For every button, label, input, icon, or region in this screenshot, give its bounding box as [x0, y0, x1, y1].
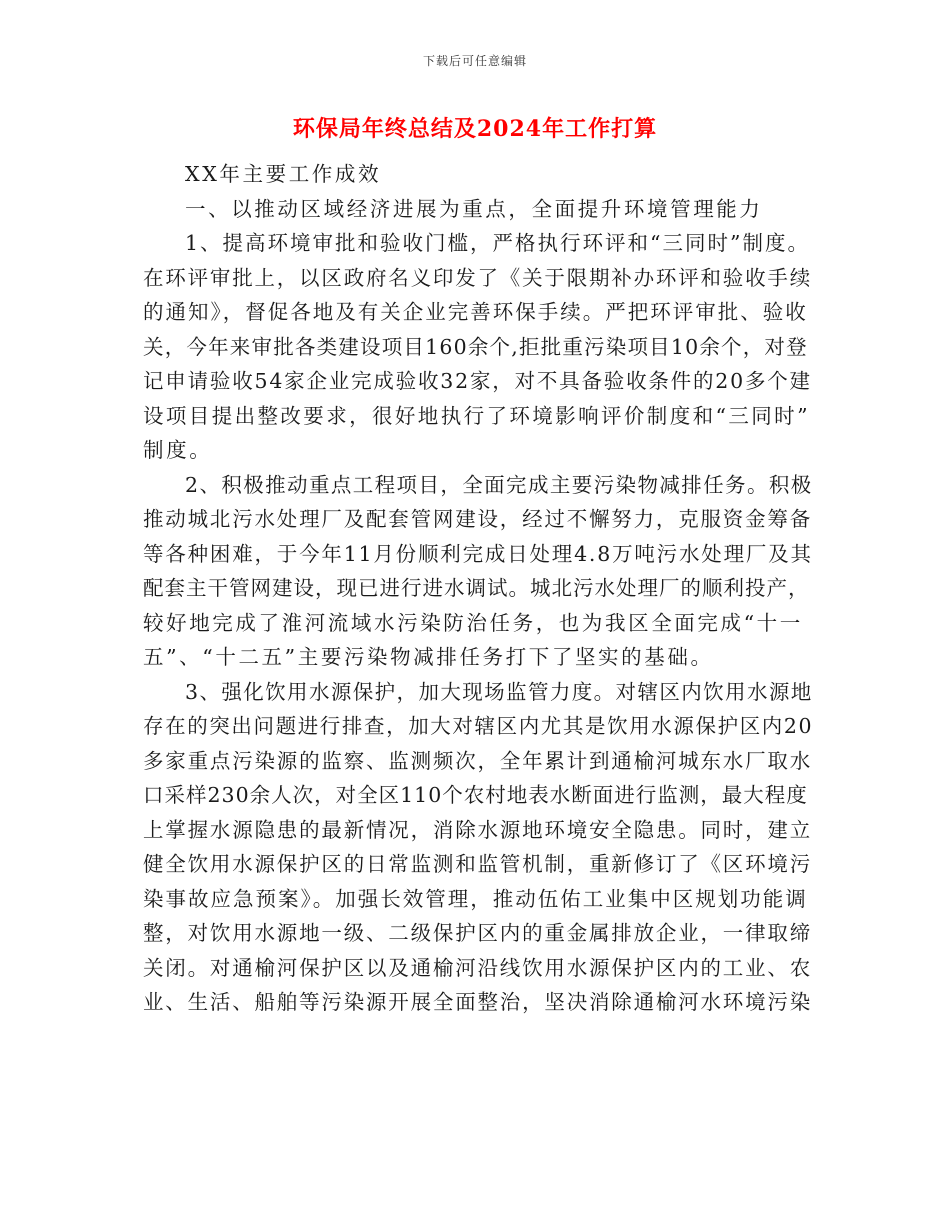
text-line: 整，对饮用水源地一级、二级保护区内的重金属排放企业，一律取缔: [143, 921, 812, 945]
text-line: 制度。: [143, 438, 213, 462]
document-body: [143, 157, 813, 1020]
text-line: 等各种困难，于今年11月份顺利完成日处理4.8万吨污水处理厂及其: [143, 541, 813, 566]
document-title: 环保局年终总结及2024年工作打算: [292, 116, 658, 142]
text-line: 关，今年来审批各类建设项目160余个,拒批重污染项目10余个，对登: [143, 334, 808, 359]
text-line: 的通知》，督促各地及有关企业完善环保手续。严把环评审批、验收: [143, 300, 808, 324]
header-note: 下载后可任意编辑: [422, 54, 527, 68]
text-line: 较好地完成了淮河流域水污染防治任务，也为我区全面完成“十一: [143, 610, 803, 635]
text-line: 2、积极推动重点工程项目，全面完成主要污染物减排任务。积极: [185, 472, 813, 497]
text-line: 在环评审批上，以区政府名义印发了《关于限期补办环评和验收手续: [143, 265, 812, 290]
text-line: 口采样230余人次，对全区110个农村地表水断面进行监测，最大程度: [143, 783, 808, 807]
text-line: 记申请验收54家企业完成验收32家，对不具备验收条件的20多个建: [143, 369, 812, 393]
text-line: 关闭。对通榆河保护区以及通榆河沿线饮用水源保护区内的工业、农: [143, 955, 812, 980]
text-line: 配套主干管网建设，现已进行进水调试。城北污水处理厂的顺利投产，: [143, 576, 810, 600]
text-line: 染事故应急预案》。加强长效管理，推动伍佑工业集中区规划功能调: [143, 886, 808, 911]
text-line: 一、以推动区域经济进展为重点，全面提升环境管理能力: [185, 196, 763, 221]
text-line: 上掌握水源隐患的最新情况，消除水源地环境安全隐患。同时，建立: [143, 817, 812, 842]
text-line: 存在的突出问题进行排查，加大对辖区内尤其是饮用水源保护区内20: [143, 714, 814, 738]
text-line: XX年主要工作成效: [185, 162, 382, 186]
text-line: 1、提高环境审批和验收门槛，严格执行环评和“三同时”制度。: [185, 231, 811, 255]
text-line: 五”、“十二五”主要污染物减排任务打下了坚实的基础。: [143, 645, 714, 669]
text-line: 多家重点污染源的监察、监测频次，全年累计到通榆河城东水厂取水: [143, 748, 812, 773]
text-line: 3、强化饮用水源保护，加大现场监管力度。对辖区内饮用水源地: [185, 679, 813, 704]
text-line: 业、生活、船舶等污染源开展全面整治，坚决消除通榆河水环境污染: [143, 990, 812, 1014]
text-line: 推动城北污水处理厂及配套管网建设，经过不懈努力，克服资金筹备: [143, 507, 812, 531]
text-line: 健全饮用水源保护区的日常监测和监管机制，重新修订了《区环境污: [143, 852, 812, 876]
text-line: 设项目提出整改要求，很好地执行了环境影响评价制度和“三同时”: [143, 403, 810, 428]
